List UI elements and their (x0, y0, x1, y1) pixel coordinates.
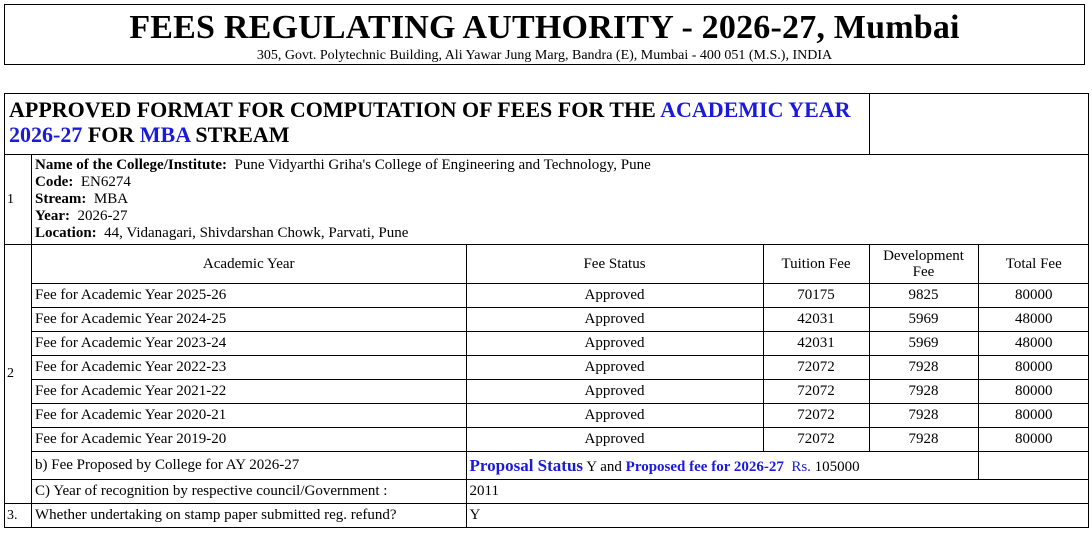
year-value: 2026-27 (77, 208, 128, 224)
row-fee-status: Approved (466, 428, 763, 452)
row-development-fee: 5969 (869, 308, 978, 332)
form-title-stream: MBA (139, 122, 190, 147)
row-development-fee: 7928 (869, 404, 978, 428)
row-fee-status: Approved (466, 332, 763, 356)
college-name-value: Pune Vidyarthi Griha's College of Engineering and Technology, Pune (234, 157, 651, 173)
row-tuition-fee: 72072 (763, 428, 869, 452)
year-line (35, 208, 1085, 225)
form-title-text: APPROVED FORMAT FOR COMPUTATION OF FEES FOR THE (9, 97, 661, 122)
college-name-line (35, 157, 1085, 174)
row-development-fee: 7928 (869, 380, 978, 404)
row-fee-status: Approved (466, 380, 763, 404)
row-total-fee: 80000 (978, 380, 1089, 404)
undertaking-row (32, 504, 1089, 527)
col-header-fee-status: Fee Status (466, 245, 763, 284)
row-academic-year: Fee for Academic Year 2022-23 (32, 356, 466, 380)
row-fee-status: Approved (466, 404, 763, 428)
stream-label: Stream: (35, 191, 87, 207)
section-number: 3. (5, 504, 32, 528)
row-development-fee: 5969 (869, 332, 978, 356)
row-academic-year: Fee for Academic Year 2019-20 (32, 428, 466, 452)
undertaking-table (32, 504, 1089, 527)
code-value: EN6274 (80, 174, 131, 190)
stream-line (35, 191, 1085, 208)
proposed-fee-row (32, 452, 1089, 480)
proposed-fee-value: 105000 (810, 458, 860, 475)
section-number: 1 (5, 155, 32, 245)
row-development-fee: 9825 (869, 284, 978, 308)
form-title (5, 94, 870, 155)
proposal-status-label: Proposal Status (469, 455, 584, 475)
proposal-status-cell (466, 452, 978, 480)
recognition-label: C) Year of recognition by respective council/Government : (32, 480, 466, 504)
table-row (32, 284, 1089, 308)
section-3-row (5, 504, 1089, 528)
fee-history-header-row (32, 245, 1089, 284)
fee-history-cell (32, 245, 1089, 504)
section-2-row (5, 245, 1089, 504)
row-academic-year: Fee for Academic Year 2023-24 (32, 332, 466, 356)
location-line (35, 225, 1085, 242)
row-academic-year: Fee for Academic Year 2020-21 (32, 404, 466, 428)
proposed-fee-year-label: Proposed fee for 2026-27 (625, 458, 784, 475)
table-row (32, 380, 1089, 404)
row-fee-status: Approved (466, 308, 763, 332)
row-development-fee: 7928 (869, 356, 978, 380)
table-row (32, 404, 1089, 428)
row-tuition-fee: 42031 (763, 308, 869, 332)
recognition-row (32, 480, 1089, 504)
row-total-fee: 80000 (978, 284, 1089, 308)
table-row (32, 356, 1089, 380)
authority-address: 305, Govt. Polytechnic Building, Ali Yawar Jung Marg, Bandra (E), Mumbai - 400 051 (M.S.), INDIA (256, 48, 833, 63)
fee-history-table (32, 245, 1089, 503)
row-development-fee: 7928 (869, 428, 978, 452)
authority-title: FEES REGULATING AUTHORITY - 2026-27, Mumbai (129, 9, 960, 46)
location-label: Location: (35, 225, 97, 241)
row-tuition-fee: 72072 (763, 356, 869, 380)
section-1-row (5, 155, 1089, 245)
form-title-empty-cell (870, 94, 1089, 155)
fee-computation-table (4, 93, 1089, 528)
row-total-fee: 48000 (978, 332, 1089, 356)
row-fee-status: Approved (466, 356, 763, 380)
row-total-fee: 48000 (978, 308, 1089, 332)
row-tuition-fee: 72072 (763, 380, 869, 404)
section-number: 2 (5, 245, 32, 504)
college-name-label: Name of the College/Institute: (35, 157, 228, 173)
location-value: 44, Vidanagari, Shivdarshan Chowk, Parvati, Pune (104, 225, 409, 241)
proposal-status-value: Y and (583, 458, 626, 475)
row-academic-year: Fee for Academic Year 2025-26 (32, 284, 466, 308)
form-title-row (5, 94, 1089, 155)
row-academic-year: Fee for Academic Year 2021-22 (32, 380, 466, 404)
table-row (32, 308, 1089, 332)
row-tuition-fee: 42031 (763, 332, 869, 356)
table-row (32, 332, 1089, 356)
col-header-tuition-fee: Tuition Fee (763, 245, 869, 284)
table-row (32, 428, 1089, 452)
form-title-academic-year: ACADEMIC YEAR 2026-27 (9, 97, 851, 147)
row-academic-year: Fee for Academic Year 2024-25 (32, 308, 466, 332)
code-label: Code: (35, 174, 74, 190)
undertaking-cell (32, 504, 1089, 528)
col-header-academic-year: Academic Year (32, 245, 466, 284)
undertaking-label: Whether undertaking on stamp paper submitted reg. refund? (32, 504, 466, 527)
row-tuition-fee: 70175 (763, 284, 869, 308)
col-header-total-fee: Total Fee (978, 245, 1089, 284)
authority-header (4, 4, 1085, 65)
stream-value: MBA (93, 191, 129, 207)
col-header-development-fee: Development Fee (869, 245, 978, 284)
proposed-fee-label: b) Fee Proposed by College for AY 2026-27 (32, 452, 466, 480)
row-total-fee: 80000 (978, 428, 1089, 452)
form-title-for: FOR (82, 122, 140, 147)
row-fee-status: Approved (466, 284, 763, 308)
year-label: Year: (35, 208, 70, 224)
currency-label: Rs. (791, 458, 811, 475)
form-title-stream-word: STREAM (189, 122, 290, 147)
college-info (32, 155, 1089, 245)
undertaking-value: Y (466, 504, 1089, 527)
proposed-fee-empty-cell (978, 452, 1089, 480)
code-line (35, 174, 1085, 191)
row-tuition-fee: 72072 (763, 404, 869, 428)
row-total-fee: 80000 (978, 356, 1089, 380)
recognition-value: 2011 (466, 480, 1089, 504)
row-total-fee: 80000 (978, 404, 1089, 428)
